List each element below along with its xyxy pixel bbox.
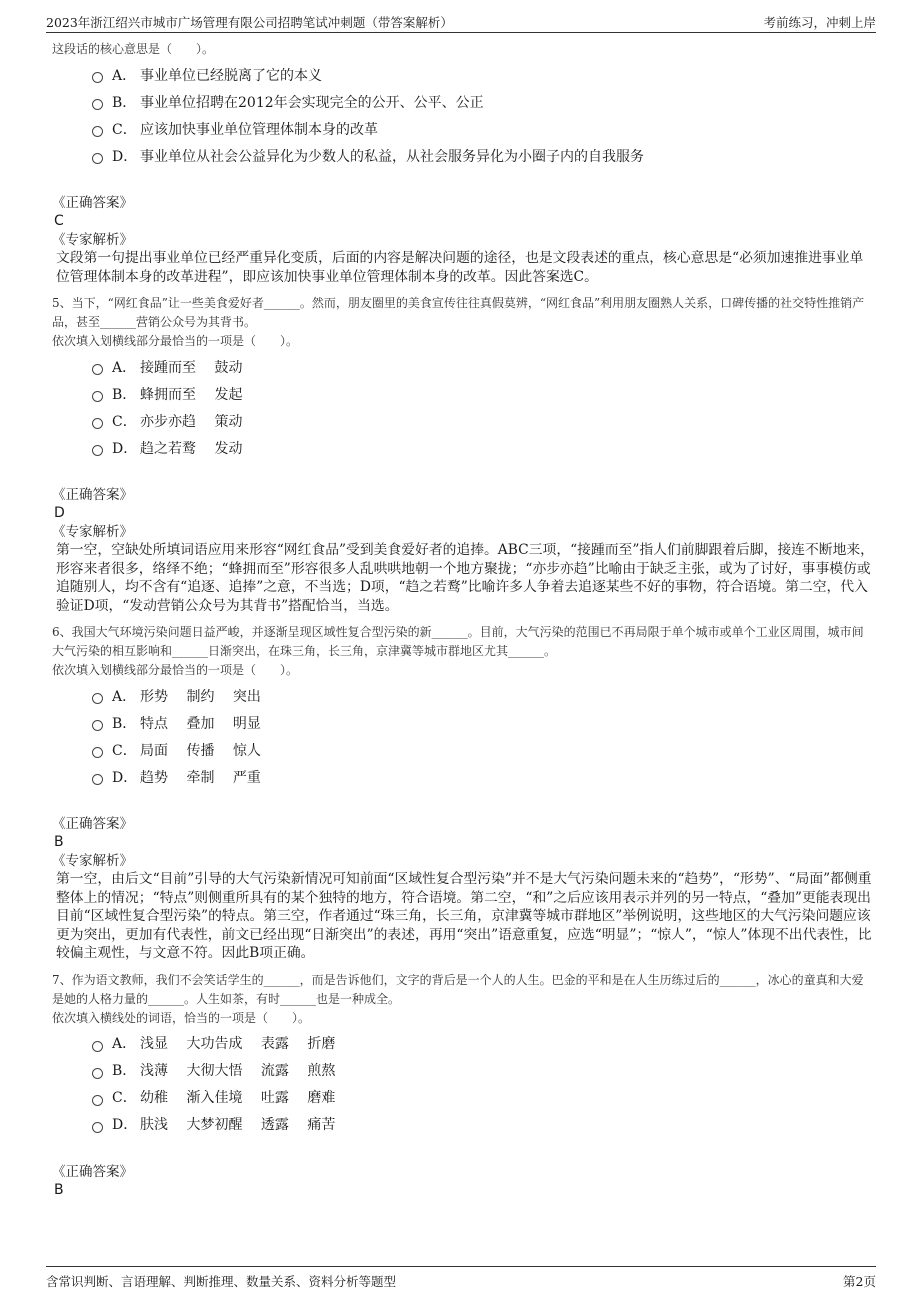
option-text: 蜂拥而至 发起 <box>140 386 243 403</box>
option-c[interactable] <box>92 115 874 142</box>
answer-value: B <box>54 834 64 850</box>
answer-value: B <box>54 1181 64 1198</box>
option-d[interactable] <box>92 434 874 461</box>
radio-icon[interactable] <box>92 1068 103 1079</box>
option-text: 接踵而至 鼓动 <box>140 359 243 376</box>
option-letter: C． <box>112 121 137 138</box>
option-letter: B． <box>112 94 137 111</box>
option-text: 形势 制约 突出 <box>140 688 261 705</box>
radio-icon[interactable] <box>92 1041 103 1052</box>
question-prompt: 依次填入划横线部分最恰当的一项是（ ）。 <box>52 663 299 677</box>
option-a[interactable] <box>92 1030 874 1057</box>
radio-icon[interactable] <box>92 99 103 110</box>
answer-label: 《正确答案》 <box>52 487 133 503</box>
option-text: 事业单位从社会公益异化为少数人的私益，从社会服务异化为小圈子内的自我服务 <box>140 148 644 165</box>
option-letter: C． <box>112 742 137 759</box>
option-letter: A． <box>112 1036 137 1052</box>
answer-label: 《正确答案》 <box>52 195 133 211</box>
option-letter: B． <box>112 1063 137 1079</box>
radio-icon[interactable] <box>92 364 103 375</box>
option-letter: D． <box>112 769 138 786</box>
option-b[interactable] <box>92 380 874 407</box>
option-list <box>92 353 874 461</box>
option-c[interactable] <box>92 1084 874 1111</box>
option-d[interactable] <box>92 1111 874 1138</box>
question-4 <box>52 40 874 286</box>
option-text: 事业单位已经脱离了它的本义 <box>140 67 322 84</box>
option-b[interactable] <box>92 88 874 115</box>
option-letter: A． <box>112 688 137 705</box>
radio-icon[interactable] <box>92 747 103 758</box>
option-letter: A． <box>112 67 137 84</box>
option-text: 幼稚 渐入佳境 吐露 磨难 <box>140 1090 336 1106</box>
option-b[interactable] <box>92 709 874 736</box>
radio-icon[interactable] <box>92 418 103 429</box>
option-a[interactable] <box>92 353 874 380</box>
option-d[interactable] <box>92 763 874 790</box>
option-letter: D． <box>112 1117 138 1133</box>
document-title: 2023年浙江绍兴市城市广场管理有限公司招聘笔试冲刺题（带答案解析） <box>46 15 453 30</box>
option-a[interactable] <box>92 682 874 709</box>
answer-value: C <box>54 213 64 229</box>
page-content <box>52 40 874 1199</box>
footer-categories: 含常识判断、言语理解、判断推理、数量关系、资料分析等题型 <box>46 1274 397 1289</box>
option-text: 趋之若鹜 发动 <box>140 440 243 457</box>
answer-value: D <box>54 505 65 521</box>
radio-icon[interactable] <box>92 1095 103 1106</box>
question-prompt: 依次填入划横线部分最恰当的一项是（ ）。 <box>52 334 299 348</box>
radio-icon[interactable] <box>92 391 103 402</box>
page-footer <box>46 1266 876 1291</box>
question-7 <box>52 971 874 1199</box>
question-stem: 这段话的核心意思是（ ）。 <box>52 42 215 56</box>
radio-icon[interactable] <box>92 445 103 456</box>
option-b[interactable] <box>92 1057 874 1084</box>
option-text: 亦步亦趋 策动 <box>140 413 243 430</box>
page-number: 第2页 <box>843 1274 876 1289</box>
question-6 <box>52 623 874 963</box>
question-stem: 5、当下，“网红食品”让一些美食爱好者______。然而，朋友圈里的美食宣传往往真假莫辨，“网红食品”利用朋友圈熟人关系，口碑传播的社交特性推销产品，甚至______营销公众号为其背书。 <box>52 296 865 329</box>
option-a[interactable] <box>92 61 874 88</box>
option-letter: B． <box>112 715 137 732</box>
explanation-label: 《专家解析》 <box>52 524 133 540</box>
option-list <box>92 61 874 169</box>
radio-icon[interactable] <box>92 126 103 137</box>
answer-label: 《正确答案》 <box>52 1163 133 1180</box>
option-text: 浅薄 大彻大悟 流露 煎熬 <box>140 1063 336 1079</box>
option-letter: C． <box>112 413 137 430</box>
option-letter: A． <box>112 359 137 376</box>
question-stem: 6、我国大气环境污染问题日益严峻，并逐渐呈现区域性复合型污染的新______。目前，大气污染的范围已不再局限于单个城市或单个工业区周围，城市间大气污染的相互影响和______日渐突出，在珠三角，长三角，京津冀等城市群地区尤其______。 <box>52 625 864 658</box>
explanation-text: 第一空，由后文“目前”引导的大气污染新情况可知前面“区域性复合型污染”并不是大气污染问题未来的“趋势”，“形势”、“局面”都侧重整体上的情况；“特点”则侧重所具有的某个独特的地方，符合语境。第二空，“和”之后应该用表示并列的另一特点，“叠加”更能表现出目前“区域性复合型污染”的特点。第三空，作者通过“珠三角，长三角，京津冀等城市群地区”举例说明，这些地区的大气污染问题应该更为突出，更加有代表性，前文已经出现“日渐突出”的表述，再用“突出”语意重复，应选“明显”；“惊人”，“惊人”体现不出代表性，比较偏主观性，与文意不符。因此B项正确。 <box>56 871 872 961</box>
radio-icon[interactable] <box>92 1122 103 1133</box>
option-list <box>92 682 874 790</box>
option-text: 趋势 牵制 严重 <box>140 769 261 786</box>
question-stem: 7、作为语文教师，我们不会笑话学生的______，而是告诉他们，文字的背后是一个人的人生。巴金的平和是在人生历练过后的______，冰心的童真和大爱是她的人格力量的______。人生如茶，有时______也是一种成全。 <box>52 972 864 1006</box>
option-c[interactable] <box>92 407 874 434</box>
radio-icon[interactable] <box>92 72 103 83</box>
option-letter: D． <box>112 148 138 165</box>
option-c[interactable] <box>92 736 874 763</box>
radio-icon[interactable] <box>92 693 103 704</box>
option-letter: D． <box>112 440 138 457</box>
question-prompt: 依次填入横线处的词语，恰当的一项是（ ）。 <box>52 1010 311 1025</box>
option-text: 局面 传播 惊人 <box>140 742 261 759</box>
option-d[interactable] <box>92 142 874 169</box>
page-header <box>46 10 876 33</box>
radio-icon[interactable] <box>92 720 103 731</box>
radio-icon[interactable] <box>92 153 103 164</box>
option-list <box>92 1030 874 1138</box>
question-5 <box>52 294 874 615</box>
option-text: 肤浅 大梦初醒 透露 痛苦 <box>140 1117 336 1133</box>
answer-label: 《正确答案》 <box>52 816 133 832</box>
explanation-text: 文段第一句提出事业单位已经严重异化变质，后面的内容是解决问题的途径，也是文段表述的重点，核心意思是“必须加速推进事业单位管理体制本身的改革进程”，即应该加快事业单位管理体制本身的改革。因此答案选C。 <box>56 250 864 285</box>
option-letter: B． <box>112 386 137 403</box>
header-slogan: 考前练习，冲刺上岸 <box>763 15 876 30</box>
option-text: 浅显 大功告成 表露 折磨 <box>140 1036 336 1052</box>
option-letter: C． <box>112 1090 137 1106</box>
radio-icon[interactable] <box>92 774 103 785</box>
option-text: 事业单位招聘在2012年会实现完全的公开、公平、公正 <box>140 94 484 111</box>
explanation-label: 《专家解析》 <box>52 853 133 869</box>
explanation-text: 第一空，空缺处所填词语应用来形容“网红食品”受到美食爱好者的追捧。ABC三项，“接踵而至”指人们前脚跟着后脚，接连不断地来，形容来者很多，络绎不绝；“蜂拥而至”形容很多人乱哄哄地朝一个地方聚拢；“亦步亦趋”比喻由于缺乏主张，或为了讨好，事事模仿或追随别人，均不含有“追逐、追捧”之意，不当选；D项，“趋之若鹜”比喻许多人争着去追逐某些不好的事物，符合语境。第二空，代入验证D项，“发动营销公众号为其背书”搭配恰当，当选。 <box>56 542 874 614</box>
option-text: 应该加快事业单位管理体制本身的改革 <box>140 121 378 138</box>
option-text: 特点 叠加 明显 <box>140 715 261 732</box>
explanation-label: 《专家解析》 <box>52 232 133 248</box>
